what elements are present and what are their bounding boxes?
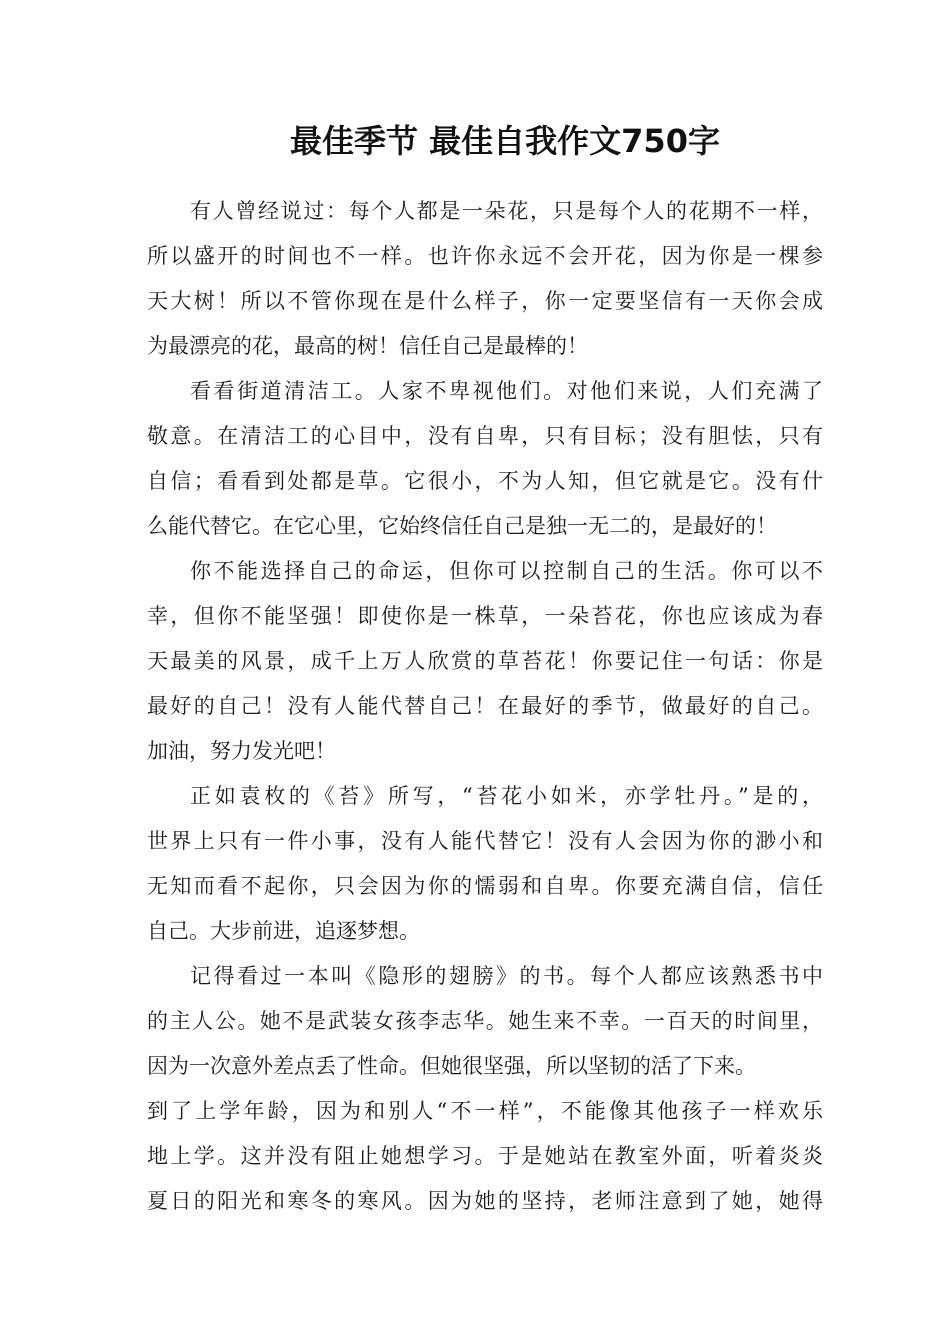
page-title: 最佳季节 最佳自我作文750字	[290, 122, 720, 160]
text-line: 的主人公。她不是武装女孩李志华。她生来不幸。一百天的时间里，	[147, 1009, 823, 1033]
text-line: 正如袁枚的《苔》所写，“苔花小如米，亦学牡丹。”是的，	[190, 784, 823, 808]
text-line: 天大树！所以不管你现在是什么样子，你一定要坚信有一天你会成	[147, 289, 823, 313]
text-line: 所以盛开的时间也不一样。也许你永远不会开花，因为你是一棵参	[147, 244, 823, 268]
text-line: 幸，但你不能坚强！即使你是一株草，一朵苔花，你也应该成为春	[147, 604, 823, 628]
text-line: 天最美的风景，成千上万人欣赏的草苔花！你要记住一句话：你是	[147, 649, 823, 673]
text-line: 无知而看不起你，只会因为你的懦弱和自卑。你要充满自信，信任	[147, 874, 823, 898]
text-line: 世界上只有一件小事，没有人能代替它！没有人会因为你的渺小和	[147, 829, 823, 853]
text-line: 看看街道清洁工。人家不卑视他们。对他们来说，人们充满了	[190, 379, 823, 403]
text-line: 自己。大步前进，追逐梦想。	[147, 919, 420, 943]
text-line: 有人曾经说过：每个人都是一朵花，只是每个人的花期不一样，	[190, 199, 823, 223]
text-line: 记得看过一本叫《隐形的翅膀》的书。每个人都应该熟悉书中	[190, 964, 823, 988]
text-line: 夏日的阳光和寒冬的寒风。因为她的坚持，老师注意到了她，她得	[147, 1189, 823, 1213]
text-line: 最好的自己！没有人能代替自己！在最好的季节，做最好的自己。	[147, 694, 823, 718]
text-line: 你不能选择自己的命运，但你可以控制自己的生活。你可以不	[190, 559, 823, 583]
text-line: 为最漂亮的花，最高的树！信任自己是最棒的！	[147, 334, 588, 358]
text-line: 敬意。在清洁工的心目中，没有自卑，只有目标；没有胆怯，只有	[147, 424, 823, 448]
essay-body	[147, 189, 823, 1224]
text-line: 么能代替它。在它心里，它始终信任自己是独一无二的，是最好的！	[147, 514, 777, 538]
text-line: 地上学。这并没有阻止她想学习。于是她站在教室外面，听着炎炎	[147, 1144, 823, 1168]
text-line: 到了上学年龄，因为和别人“不一样”，不能像其他孩子一样欢乐	[147, 1099, 823, 1123]
text-line: 自信；看看到处都是草。它很小，不为人知，但它就是它。没有什	[147, 469, 823, 493]
text-line: 加油，努力发光吧！	[147, 739, 336, 763]
text-line: 因为一次意外差点丢了性命。但她很坚强，所以坚韧的活了下来。	[147, 1054, 756, 1078]
